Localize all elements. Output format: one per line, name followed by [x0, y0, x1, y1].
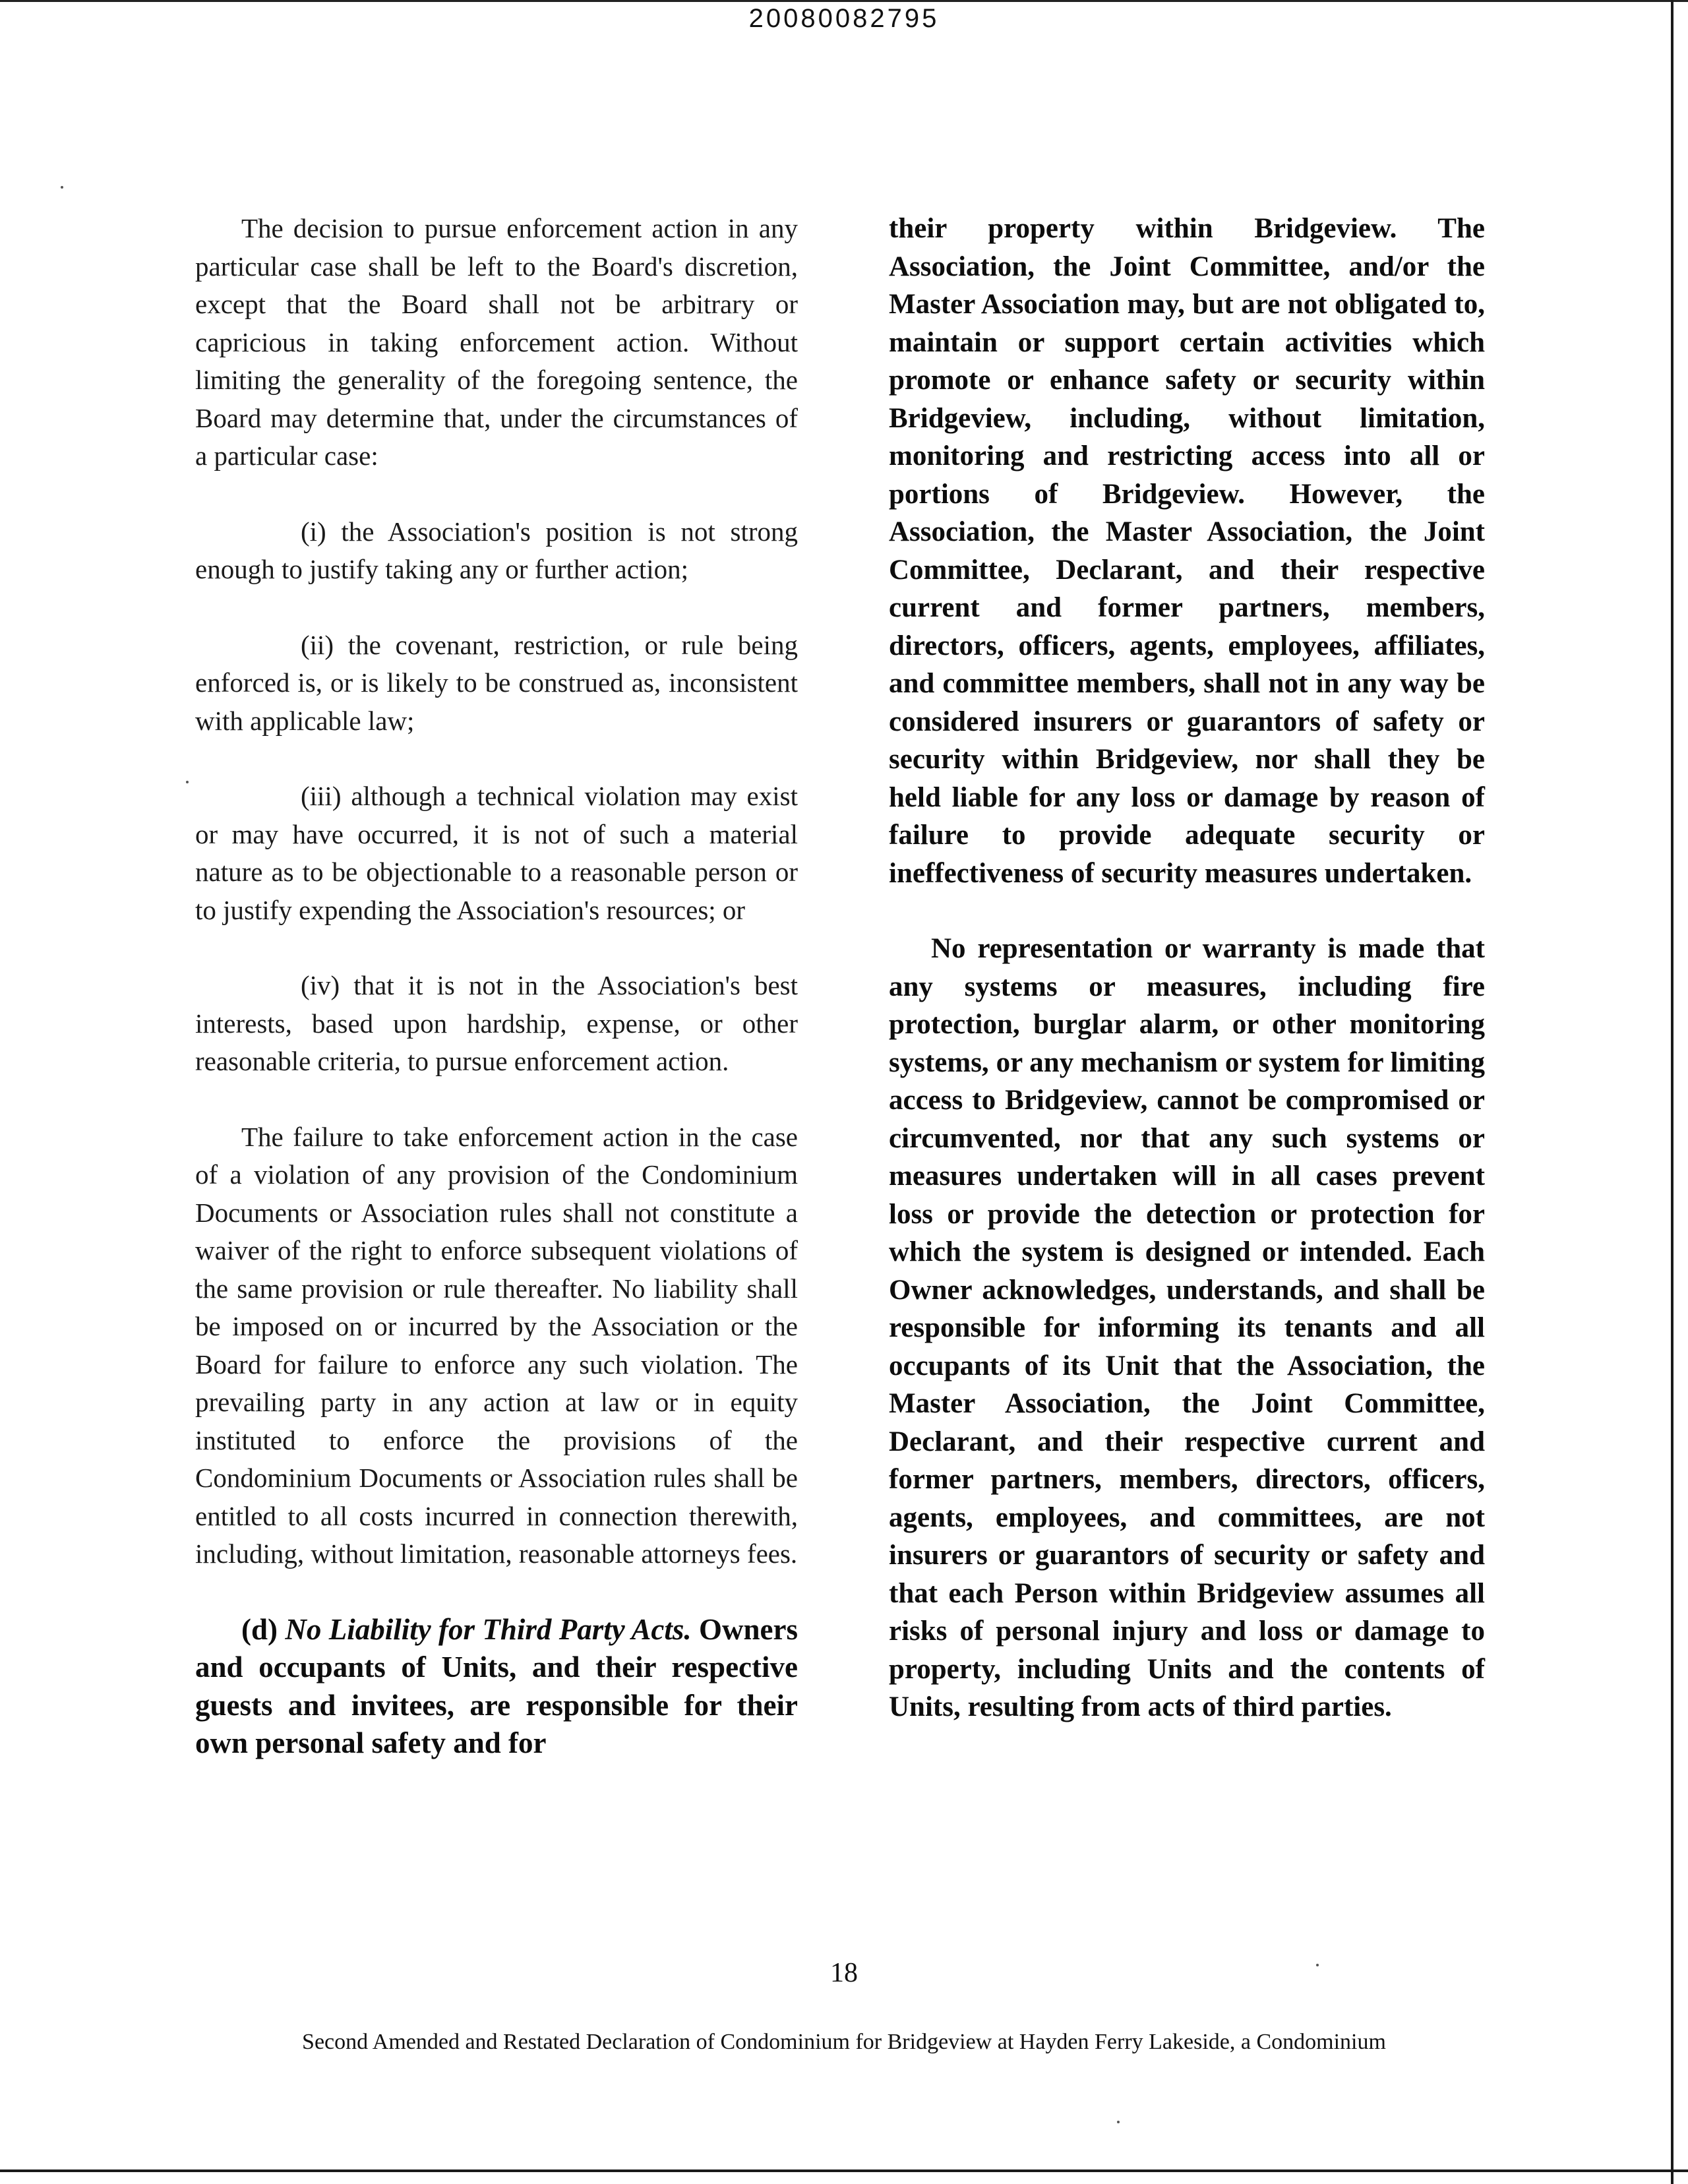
section-d-title: No Liability for Third Party Acts. — [285, 1612, 692, 1646]
bottom-border-line — [0, 2169, 1688, 2172]
footer-document-title: Second Amended and Restated Declaration of Condominium for Bridgeview at Hayden Ferry Lakeside, a Condominium — [302, 2030, 1386, 2054]
page-number: 18 — [830, 1958, 858, 1988]
enforcement-discretion-paragraph: The decision to pursue enforcement action in any particular case shall be left to the Board's discretion, except that the Board shall not be arbitrary or capricious in taking enforcement action. Without limiting the generality of the foregoing sentence, the Board may determine that, under the circumstances of a particular case: — [195, 213, 798, 471]
scan-speck — [186, 781, 189, 783]
section-d-text: Owners and occupants of Units, and their respective guests and invitees, are responsible for their own personal safety and for — [195, 1612, 799, 1759]
list-item-ii: (ii) the covenant, restriction, or rule being enforced is, or is likely to be construed as, inconsistent with applicable law; — [195, 629, 798, 736]
scan-speck — [1117, 2121, 1120, 2123]
section-d-number: (d) — [241, 1612, 278, 1646]
right-column — [889, 210, 1485, 1764]
scan-speck — [1316, 1964, 1319, 1966]
document-number: 20080082795 — [748, 4, 940, 33]
list-item-iii: (iii) although a technical violation may exist or may have occurred, it is not of such a material nature as to be objectionable to a reasonable person or to justify expending the Association's resources; or — [195, 781, 798, 925]
top-border-line — [0, 0, 1688, 2]
right-border-line — [1671, 0, 1673, 2184]
list-item-i: (i) the Association's position is not strong enough to justify taking any or further action; — [195, 516, 798, 584]
section-d-paragraph — [195, 1611, 798, 1763]
third-party-continued-paragraph: their property within Bridgeview. The Association, the Joint Committee, and/or the Master Association may, but are not obligated to, maintain or support certain activities which promote or enhance safety or security within Bridgeview, including, without limitation, monitoring and restricting access into all or portions of Bridgeview. However, the Association, the Master Association, the Joint Committee, Declarant, and their respective current and former partners, members, directors, officers, agents, employees, affiliates, and committee members, shall not in any way be considered insurers or guarantors of safety or security within Bridgeview, nor shall they be held liable for any loss or damage by reason of failure to provide adequate security or ineffectiveness of security measures undertaken. — [889, 213, 1485, 889]
failure-to-enforce-paragraph: The failure to take enforcement action in the case of a violation of any provision of the Condominium Documents or Association rules shall not constitute a waiver of the right to enforce subsequent violations of the same provision or rule thereafter. No liability shall be imposed on or incurred by the Association or the Board for failure to enforce any such violation. The prevailing party in any action at law or in equity instituted to enforce the provisions of the Condominium Documents or Association rules shall be entitled to all costs incurred in connection therewith, including, without limitation, reasonable attorneys fees. — [195, 1121, 798, 1569]
scan-speck — [61, 186, 63, 189]
no-representation-paragraph: No representation or warranty is made that any systems or measures, including fire protection, burglar alarm, or other monitoring systems, or any mechanism or system for limiting access to Bridgeview, cannot be compromised or circumvented, nor that any such systems or measures undertaken will in all cases prevent loss or provide the detection or protection for which the system is designed or intended. Each Owner acknowledges, understands, and shall be responsible for informing its tenants and all occupants of its Unit that the Association, the Master Association, the Joint Committee, Declarant, and their respective current and former partners, members, directors, officers, agents, employees, and committees, are not insurers or guarantors of security or safety and that each Person within Bridgeview assumes all risks of personal injury and loss or damage to property, including Units and the contents of Units, resulting from acts of third parties. — [889, 933, 1485, 1722]
list-item-iv: (iv) that it is not in the Association's best interests, based upon hardship, expense, or other reasonable criteria, to pursue enforcement action. — [195, 970, 798, 1076]
left-column — [195, 210, 798, 1763]
